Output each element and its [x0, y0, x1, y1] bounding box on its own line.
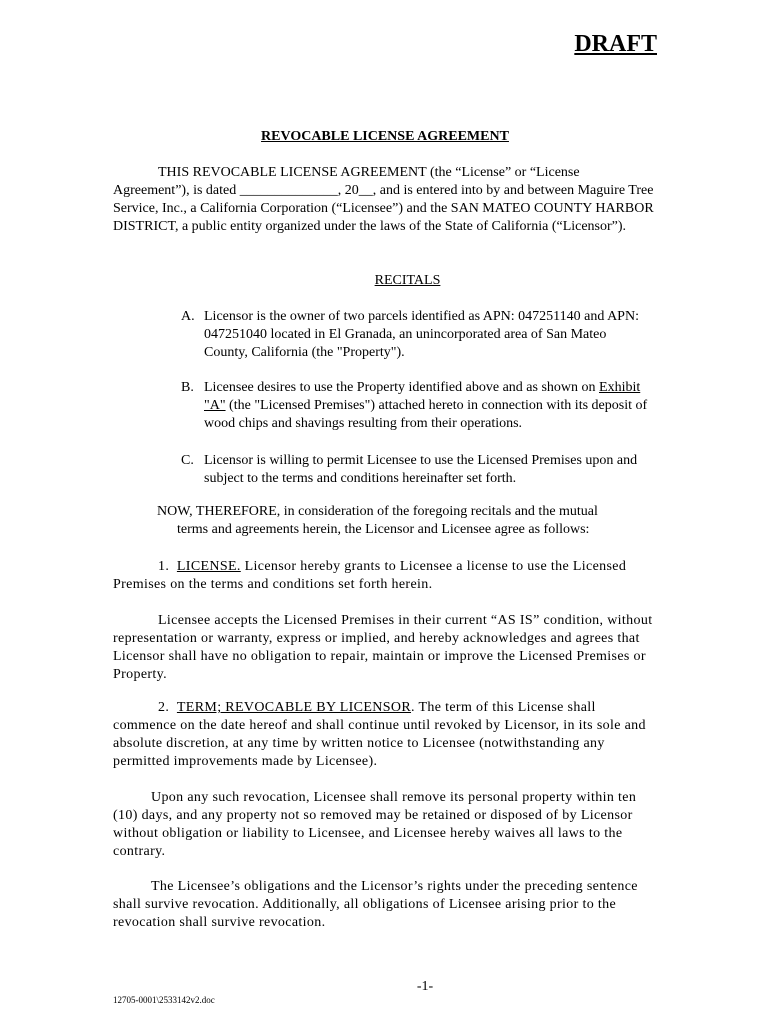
section-number: 2.	[158, 700, 170, 715]
section-2-paragraph-3: The Licensee’s obligations and the Licensor’s rights under the preceding sentence shall survive revocation. Additionally, all obligations of Licensee arising prior to the revocation shall survive revocation.	[113, 879, 638, 930]
exhibit-a-reference: Exhibit "A"	[204, 380, 641, 413]
recital-text: Licensor is the owner of two parcels identified as APN: 047251140 and APN: 047251040 located in El Granada, an unincorporated area of San Mateo County, California (the "Property").	[204, 309, 639, 360]
section-1-paragraph-2: Licensee accepts the Licensed Premises in their current “AS IS” condition, without representation or warranty, express or implied, and hereby acknowledges and agrees that Licensor shall have no obligation to repair, maintain or improve the Licensed Premises or Property.	[113, 613, 653, 682]
document-id: 12705-0001\2533142v2.doc	[113, 995, 215, 1005]
draft-label: DRAFT	[574, 31, 657, 57]
intro-paragraph: THIS REVOCABLE LICENSE AGREEMENT (the “License” or “License Agreement”), is dated ______________, 20__, and is entered into by and between Maguire Tree Service, Inc., a California Corporation (“Licensee”) and the SAN MATEO COUNTY HARBOR DISTRICT, a public entity organized under the laws of the State of California (“Licensor”).	[113, 165, 654, 234]
recital-text: Licensor is willing to permit Licensee to use the Licensed Premises upon and subject to the terms and conditions hereinafter set forth.	[204, 453, 638, 486]
page-number: -1-	[416, 979, 434, 994]
recital-label: A.	[181, 309, 195, 324]
recital-text: Licensee desires to use the Property identified above and as shown on Exhibit "A" (the "Licensed Premises") attached hereto in connection with its deposit of wood chips and shavings resulting from their operations.	[204, 380, 648, 431]
recital-label: B.	[181, 380, 194, 395]
section-heading: LICENSE.	[176, 559, 241, 574]
section-1-license: 1. LICENSE. Licensor hereby grants to Licensee a license to use the Licensed Premises on the terms and conditions set forth herein.	[113, 559, 627, 592]
recital-label: C.	[181, 453, 194, 468]
section-2-paragraph-2: Upon any such revocation, Licensee shall remove its personal property within ten (10) days, and any property not so removed may be retained or disposed of by Licensor without obligation or liability to Licensee, and Licensee hereby waives all laws to the contrary.	[113, 790, 637, 859]
now-therefore-paragraph: NOW, THEREFORE, in consideration of the foregoing recitals and the mutual terms and agreements herein, the Licensor and Licensee agree as follows:	[157, 504, 598, 537]
recital-b	[181, 379, 651, 433]
recital-a	[181, 308, 651, 362]
section-heading: TERM; REVOCABLE BY LICENSOR	[176, 700, 412, 715]
document-title: REVOCABLE LICENSE AGREEMENT	[261, 129, 509, 144]
section-number: 1.	[158, 559, 170, 574]
section-2-term: 2. TERM; REVOCABLE BY LICENSOR. The term of this License shall commence on the date hereof and shall continue until revoked by Licensor, in its sole and absolute discretion, at any time by written notice to Licensee (notwithstanding any permitted improvements made by Licensee).	[113, 700, 646, 769]
recital-c	[181, 452, 651, 488]
recitals-heading: RECITALS	[374, 273, 441, 288]
